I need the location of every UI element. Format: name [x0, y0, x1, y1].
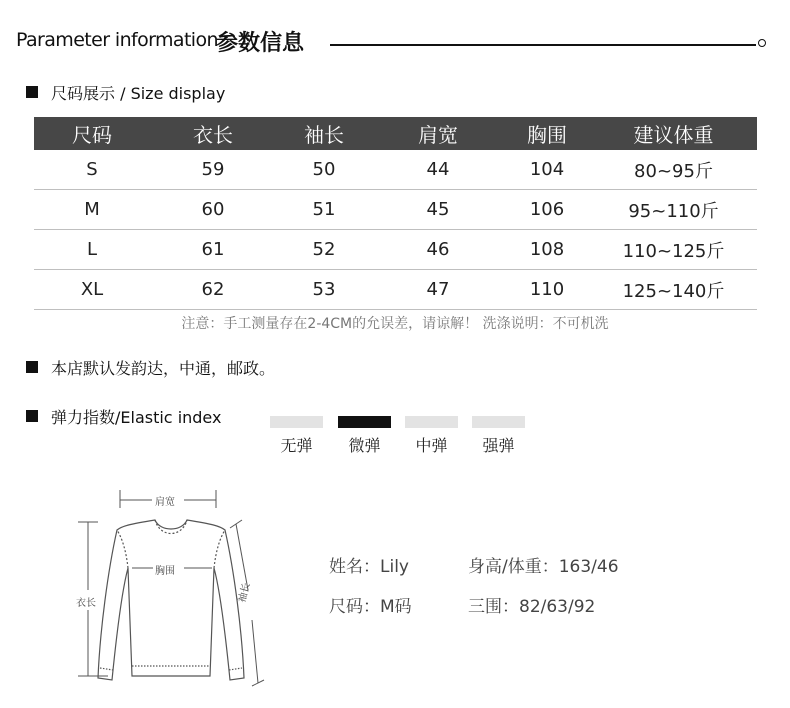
bullet-square-icon	[26, 361, 38, 373]
table-cell: 59	[201, 159, 225, 180]
table-cell: 50	[312, 159, 336, 180]
table-cell: S	[86, 159, 98, 180]
header-cell-shoulder: 肩宽	[418, 123, 458, 147]
model-measurements: 三围：82/63/92	[468, 597, 596, 617]
size-section-title: 尺码展示 / Size display	[51, 84, 226, 103]
elastic-bar-strong	[472, 416, 525, 428]
bullet-square-icon	[26, 86, 38, 98]
table-cell: 108	[529, 239, 565, 260]
table-cell: 51	[312, 199, 336, 220]
table-cell: 125~140斤	[622, 280, 725, 302]
model-name: 姓名：Lily	[329, 557, 409, 577]
header-cell-sleeve: 袖长	[304, 123, 344, 147]
elastic-bar-medium	[405, 416, 458, 428]
table-cell: 104	[529, 159, 565, 180]
table-cell: 110~125斤	[622, 240, 725, 262]
elastic-bar-slight	[338, 416, 391, 428]
model-height-weight: 身高/体重：163/46	[468, 557, 619, 577]
bullet-square-icon	[26, 410, 38, 422]
header-cell-weight: 建议体重	[633, 123, 714, 147]
table-cell: 45	[426, 199, 450, 220]
table-cell: 62	[201, 279, 225, 300]
table-cell: 61	[201, 239, 225, 260]
elastic-label-none: 无弹	[280, 436, 313, 455]
header-divider-line	[330, 44, 756, 46]
table-row	[34, 150, 757, 190]
diagram-label-shoulder: 肩宽	[155, 497, 175, 508]
table-cell: 80~95斤	[634, 160, 713, 182]
table-cell: 52	[312, 239, 336, 260]
diagram-label-sleeve: 袖长	[236, 581, 253, 604]
elastic-label-slight: 微弹	[348, 436, 381, 455]
table-cell: 110	[529, 279, 565, 300]
table-cell: M	[84, 199, 100, 220]
header-cell-size: 尺码	[72, 123, 112, 147]
table-cell: 60	[201, 199, 225, 220]
table-cell: XL	[80, 279, 104, 300]
shipping-text: 本店默认发韵达，中通，邮政。	[51, 359, 276, 378]
table-cell: 44	[426, 159, 450, 180]
elastic-label-medium: 中弹	[415, 436, 448, 455]
header-circle-icon	[758, 39, 766, 47]
elastic-label-strong: 强弹	[482, 436, 515, 455]
elastic-title: 弹力指数/Elastic index	[51, 408, 222, 427]
table-cell: 106	[529, 199, 565, 220]
table-cell: L	[86, 239, 98, 260]
elastic-bar-none	[270, 416, 323, 428]
diagram-label-length: 衣长	[76, 598, 96, 609]
model-size: 尺码：M码	[329, 597, 412, 617]
size-table	[34, 117, 757, 310]
measurement-note: 注意：手工测量存在2-4CM的允误差，请谅解！ 洗涤说明：不可机洗	[181, 316, 609, 332]
table-cell: 46	[426, 239, 450, 260]
header-cell-chest: 胸围	[527, 123, 567, 147]
table-row	[34, 270, 757, 310]
table-cell: 47	[426, 279, 450, 300]
size-table-header	[34, 117, 757, 150]
table-cell: 53	[312, 279, 336, 300]
table-cell: 95~110斤	[628, 200, 719, 222]
header-title-cn: 参数信息	[216, 31, 305, 56]
diagram-label-chest: 胸围	[155, 566, 175, 577]
header-title-en: Parameter information	[16, 29, 218, 51]
header-cell-length: 衣长	[193, 123, 233, 147]
table-row	[34, 190, 757, 230]
table-row	[34, 230, 757, 270]
